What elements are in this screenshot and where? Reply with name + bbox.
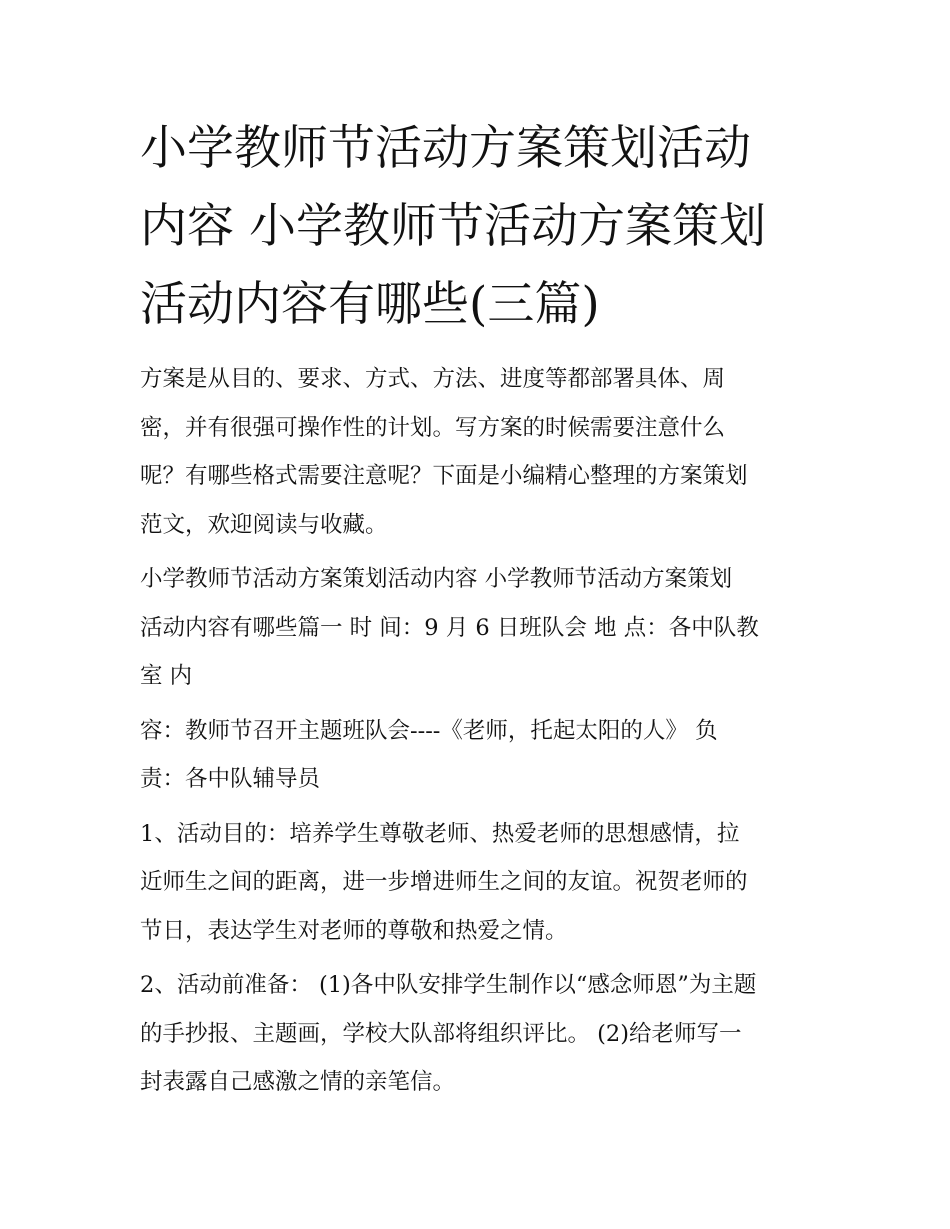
text-line: 节日，表达学生对老师的尊敬和热爱之情。 bbox=[140, 917, 568, 944]
schedule-paragraph bbox=[140, 555, 820, 701]
title-line: 小学教师节活动方案策划活动 bbox=[140, 121, 751, 176]
text-line: 呢？有哪些格式需要注意呢？下面是小编精心整理的方案策划 bbox=[140, 463, 748, 489]
text-line: 近师生之间的距离，进一步增进师生之间的友谊。祝贺老师的 bbox=[140, 869, 748, 895]
text-line: 室 内 bbox=[140, 663, 193, 689]
text-line: 2、活动前准备： (1)各中队安排学生制作以“感念师恩”为主题 bbox=[140, 972, 757, 998]
document-title bbox=[140, 110, 820, 344]
text-line: 范文，欢迎阅读与收藏。 bbox=[140, 511, 388, 538]
document-body bbox=[140, 355, 820, 1113]
intro-paragraph bbox=[140, 355, 820, 549]
text-line: 的手抄报、主题画，学校大队部将组织评比。 (2)给老师写一 bbox=[140, 1020, 742, 1047]
content-paragraph bbox=[140, 707, 820, 804]
title-line: 内容 小学教师节活动方案策划 bbox=[140, 199, 766, 254]
text-line: 密，并有很强可操作性的计划。写方案的时候需要注意什么 bbox=[140, 414, 726, 441]
text-line: 小学教师节活动方案策划活动内容 小学教师节活动方案策划 bbox=[140, 566, 733, 592]
text-line: 1、活动目的：培养学生尊敬老师、热爱老师的思想感情，拉 bbox=[140, 820, 740, 847]
text-line: 方案是从目的、要求、方式、方法、进度等都部署具体、周 bbox=[140, 366, 726, 392]
text-line: 活动内容有哪些篇一 时 间：9 月 6 日班队会 地 点：各中队教 bbox=[140, 614, 759, 641]
text-line: 容：教师节召开主题班队会----《老师，托起太阳的人》 负 bbox=[140, 717, 718, 744]
preparation-paragraph bbox=[140, 961, 820, 1107]
text-line: 责：各中队辅导员 bbox=[140, 766, 321, 792]
title-line: 活动内容有哪些(三篇) bbox=[140, 277, 600, 332]
text-line: 封表露自己感激之情的亲笔信。 bbox=[140, 1069, 456, 1095]
purpose-paragraph bbox=[140, 810, 820, 956]
